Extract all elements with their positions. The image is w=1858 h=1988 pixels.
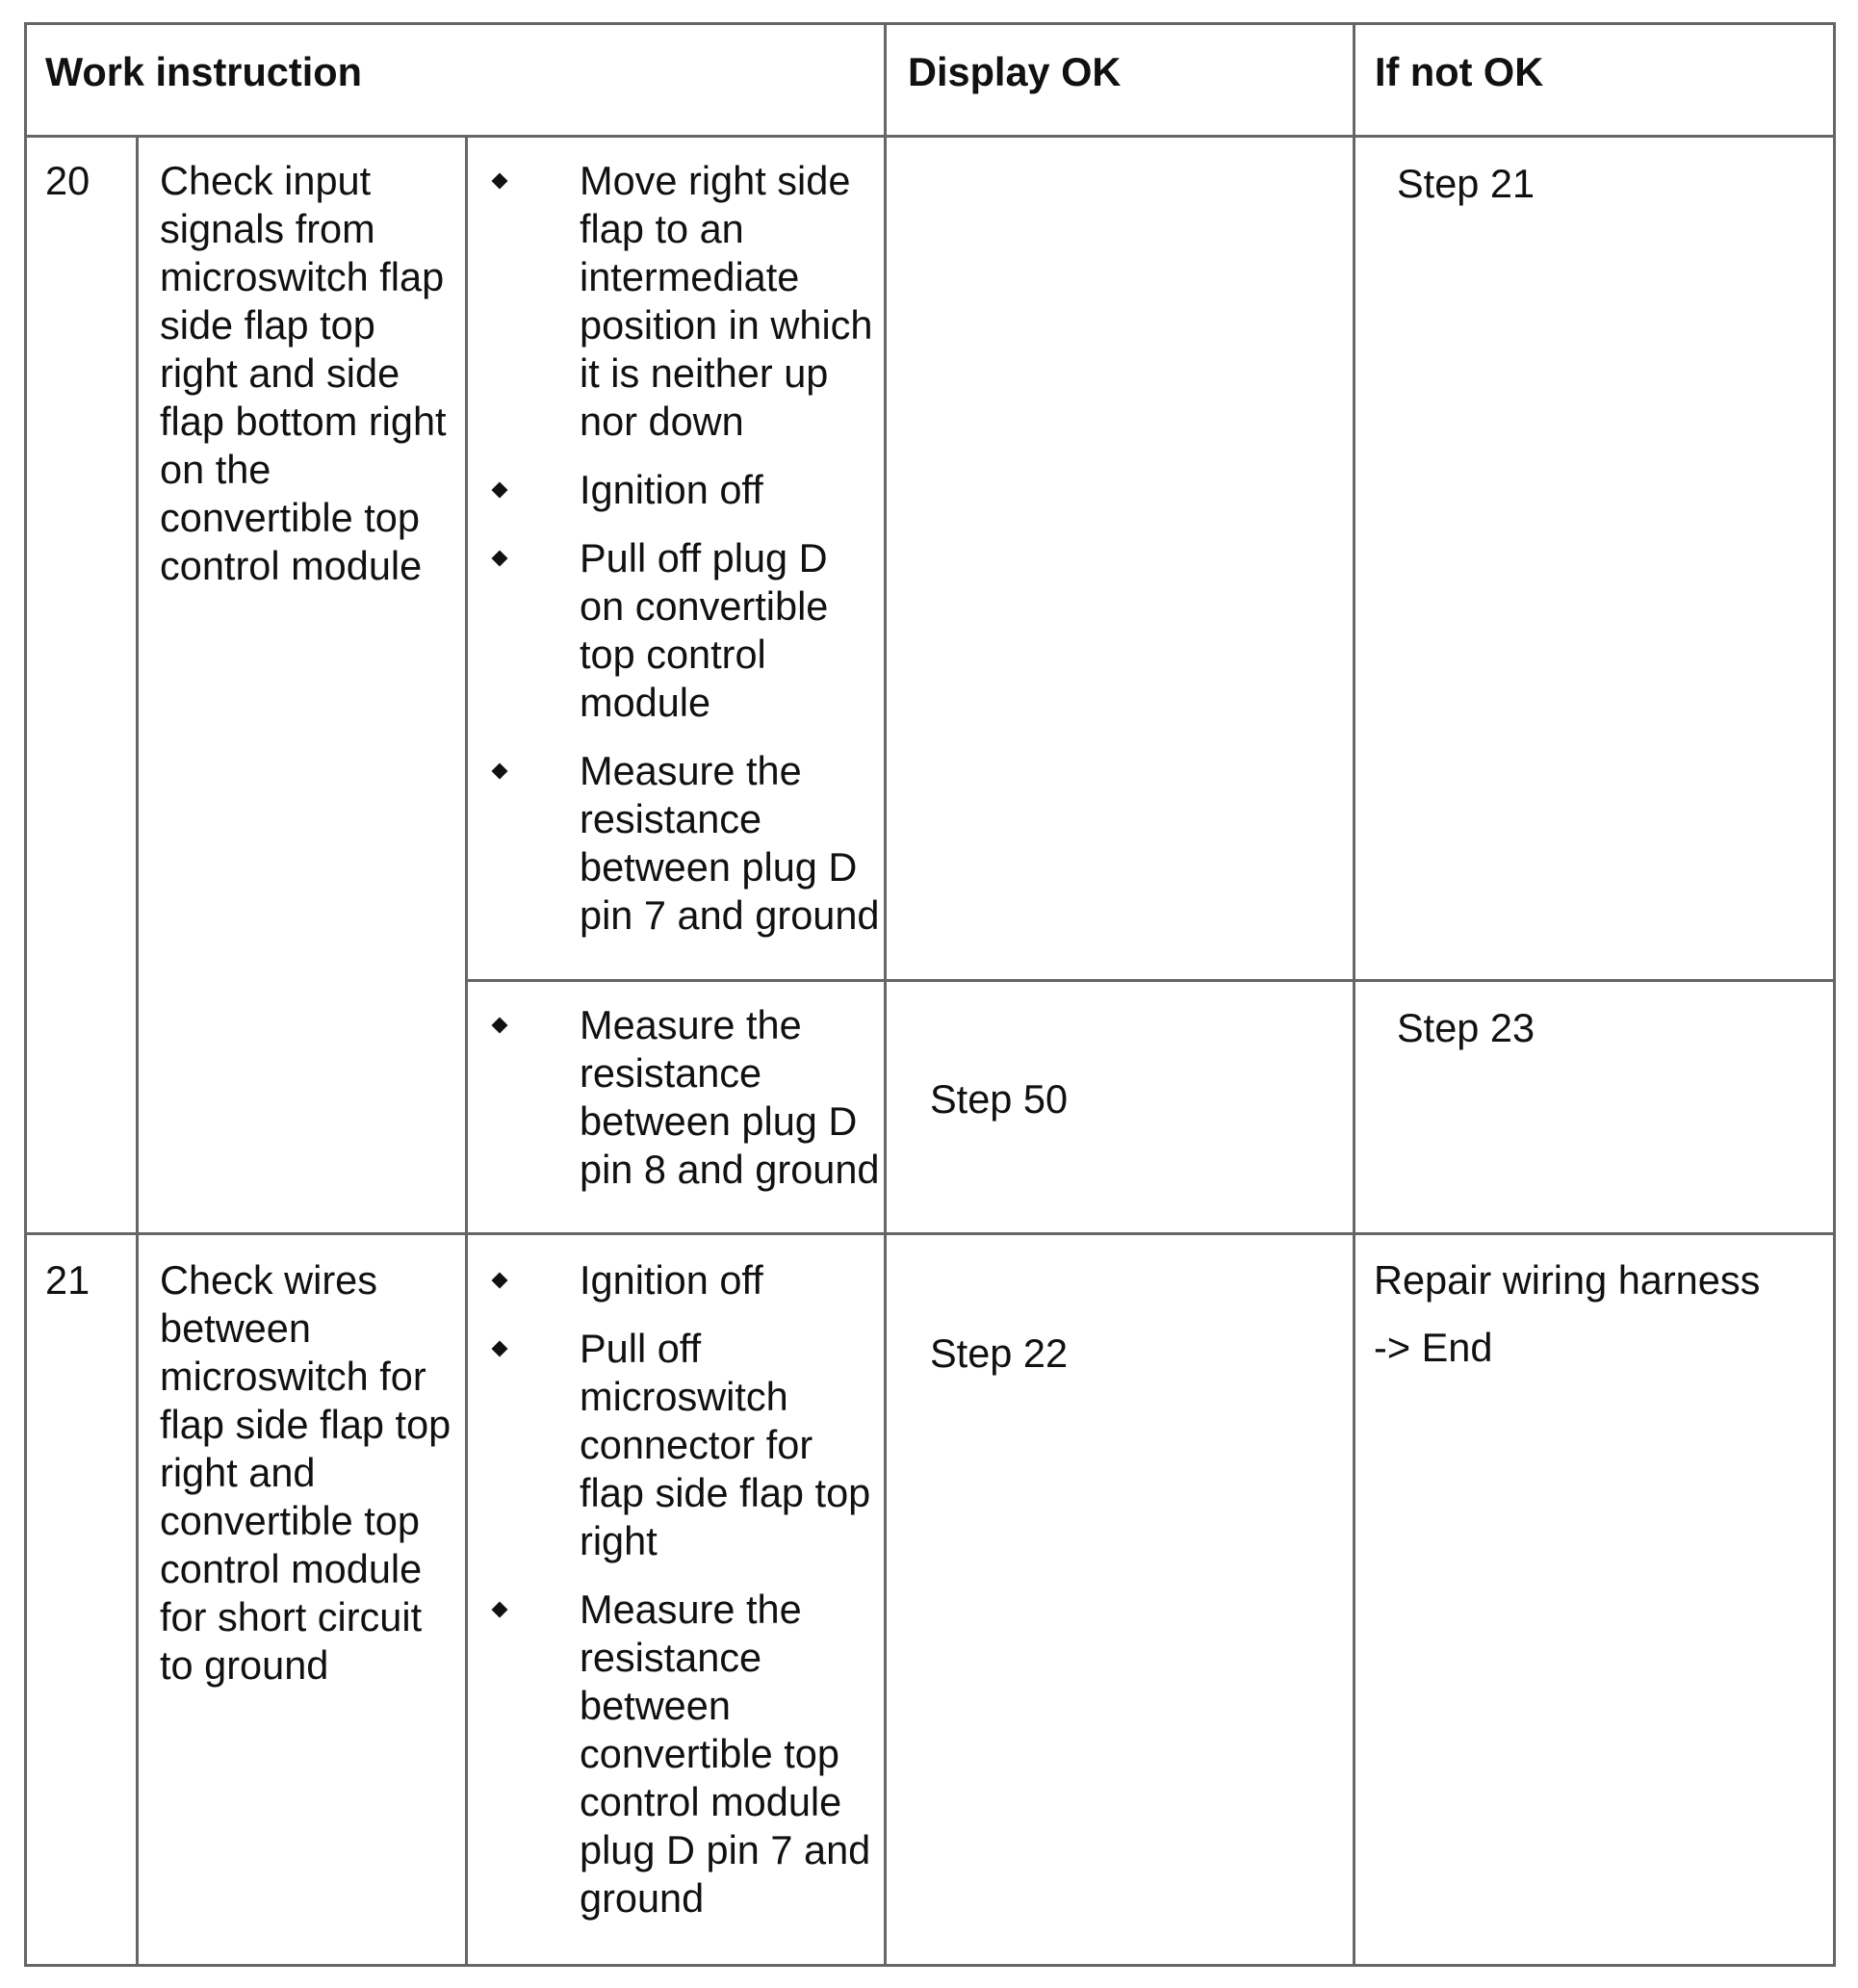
instruction-item — [466, 1256, 885, 1304]
instruction-text: Ignition off — [580, 467, 763, 512]
if-not-ok-next-step: -> End — [1374, 1325, 1493, 1370]
diamond-bullet-icon — [492, 551, 508, 567]
column-divider-if-not-ok — [1353, 22, 1355, 1967]
table-border-left — [24, 22, 27, 1967]
step-description: Check input signals from microswitch flap side flap top right and side flap bottom right on the convertible top control module — [160, 158, 447, 588]
instruction-item — [466, 1586, 885, 1923]
display-ok-result: Step 50 — [930, 1076, 1069, 1122]
table-border-bottom — [24, 1964, 1836, 1967]
instruction-item — [466, 466, 885, 514]
instruction-text: Pull off plug D on convertible top control module — [580, 535, 829, 725]
header-display-ok: Display OK — [908, 49, 1122, 94]
diamond-bullet-icon — [492, 763, 508, 780]
display-ok-result: Step 22 — [930, 1330, 1069, 1376]
header-work-instruction: Work instruction — [45, 49, 362, 94]
instruction-item — [466, 534, 885, 727]
diamond-bullet-icon — [492, 482, 508, 499]
table-border-right — [1833, 22, 1836, 1967]
if-not-ok-result: Step 21 — [1397, 161, 1535, 206]
step-number: 20 — [45, 158, 90, 203]
diamond-bullet-icon — [492, 1018, 508, 1034]
instruction-text: Move right side flap to an intermediate position in which it is neither up nor down — [580, 158, 873, 444]
instruction-list — [466, 1256, 885, 1923]
instruction-list — [466, 1001, 885, 1194]
instruction-list — [466, 157, 885, 940]
diamond-bullet-icon — [492, 1341, 508, 1357]
step-number: 21 — [45, 1257, 90, 1303]
step-description: Check wires between microswitch for flap side flap top right and convertible top control module for short circuit to ground — [160, 1257, 452, 1688]
instruction-text: Ignition off — [580, 1257, 763, 1303]
diamond-bullet-icon — [492, 173, 508, 190]
sub-row-divider — [465, 979, 1836, 982]
instruction-item — [466, 747, 885, 940]
instruction-text: Measure the resistance between plug D pin 8 and ground — [580, 1002, 880, 1192]
if-not-ok-result: Step 23 — [1397, 1005, 1535, 1050]
diamond-bullet-icon — [492, 1602, 508, 1618]
header-row-divider — [24, 135, 1836, 138]
header-if-not-ok: If not OK — [1375, 49, 1544, 94]
instruction-item — [466, 157, 885, 446]
if-not-ok-result: Repair wiring harness — [1374, 1257, 1761, 1303]
column-divider-number — [136, 135, 139, 1967]
instruction-item — [466, 1325, 885, 1565]
instruction-text: Measure the resistance between plug D pin 7 and ground — [580, 748, 880, 938]
instruction-text: Measure the resistance between convertible top control module plug D pin 7 and ground — [580, 1587, 871, 1921]
step-row-divider — [24, 1232, 1836, 1235]
diamond-bullet-icon — [492, 1273, 508, 1289]
instruction-item — [466, 1001, 885, 1194]
table-border-top — [24, 22, 1836, 25]
instruction-text: Pull off microswitch connector for flap side flap top right — [580, 1326, 871, 1563]
